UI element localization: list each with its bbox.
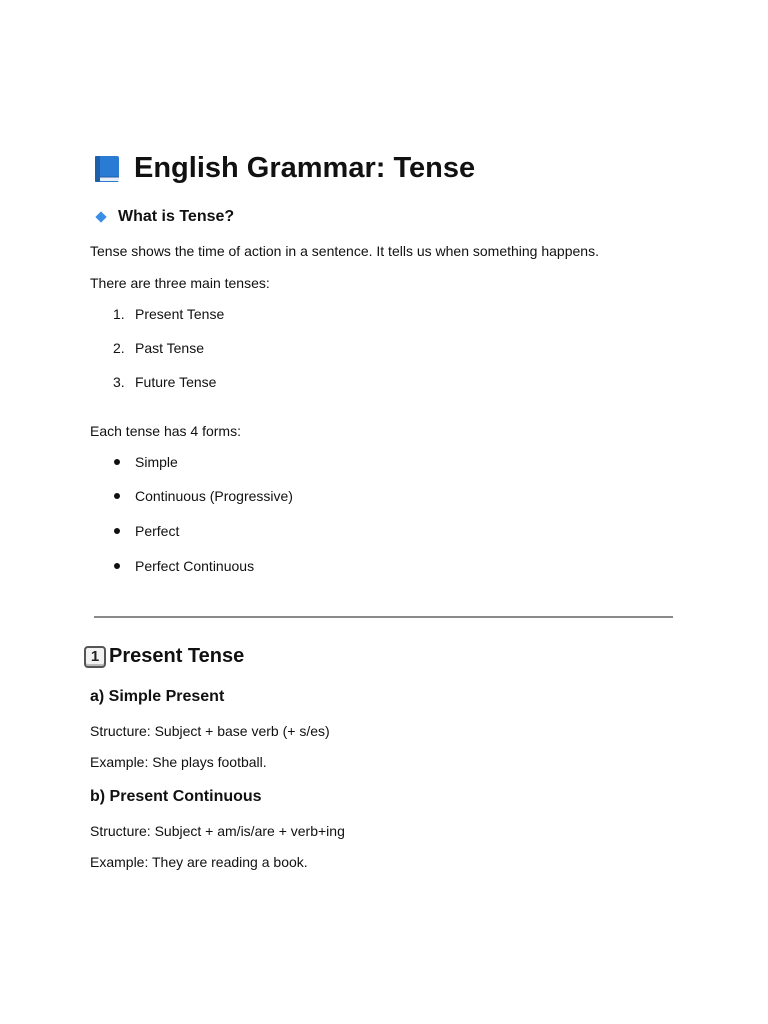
list-item-label: Simple xyxy=(135,454,178,470)
example-text: Example: She plays football. xyxy=(90,754,267,770)
intro-heading xyxy=(95,208,234,226)
page-title xyxy=(92,152,475,185)
tense-definition: Tense shows the time of action in a sentence. It tells us when something happens. xyxy=(90,243,599,259)
list-item xyxy=(113,340,204,356)
title-text: English Grammar: Tense xyxy=(134,152,476,184)
section-heading xyxy=(84,645,244,668)
list-item xyxy=(113,523,179,539)
structure-text: Structure: Subject + am/is/are + verb+ing xyxy=(90,823,345,839)
list-item-label: Future Tense xyxy=(135,374,217,390)
structure-text: Structure: Subject + base verb (+ s/es) xyxy=(90,723,330,739)
list-item xyxy=(113,306,224,322)
list-item xyxy=(113,488,293,504)
section-divider xyxy=(94,616,673,618)
list-item-label: Past Tense xyxy=(135,340,205,356)
example-text: Example: They are reading a book. xyxy=(90,854,308,870)
list-item-label: Perfect xyxy=(135,523,180,539)
section-heading-text: Present Tense xyxy=(109,645,245,667)
bullet-icon xyxy=(114,459,120,465)
small-blue-diamond-icon xyxy=(95,211,106,222)
bullet-icon xyxy=(114,493,120,499)
list-item-label: Perfect Continuous xyxy=(135,558,255,574)
list-item-label: Present Tense xyxy=(135,306,225,322)
list-item-label: Continuous (Progressive) xyxy=(135,488,293,504)
intro-heading-text: What is Tense? xyxy=(118,208,235,225)
bullet-icon xyxy=(114,563,120,569)
subsection-heading: a) Simple Present xyxy=(90,688,225,705)
keycap-one-icon: 1 xyxy=(84,646,106,668)
subsection-heading: b) Present Continuous xyxy=(90,788,262,805)
main-tenses-lead: There are three main tenses: xyxy=(90,275,270,291)
list-item xyxy=(113,374,216,390)
bullet-icon xyxy=(114,528,120,534)
list-item xyxy=(113,454,178,470)
blue-book-icon xyxy=(92,154,122,184)
list-number: 1. xyxy=(113,306,125,322)
list-number: 3. xyxy=(113,374,125,390)
forms-lead: Each tense has 4 forms: xyxy=(90,423,241,439)
list-number: 2. xyxy=(113,340,125,356)
list-item xyxy=(113,558,254,574)
